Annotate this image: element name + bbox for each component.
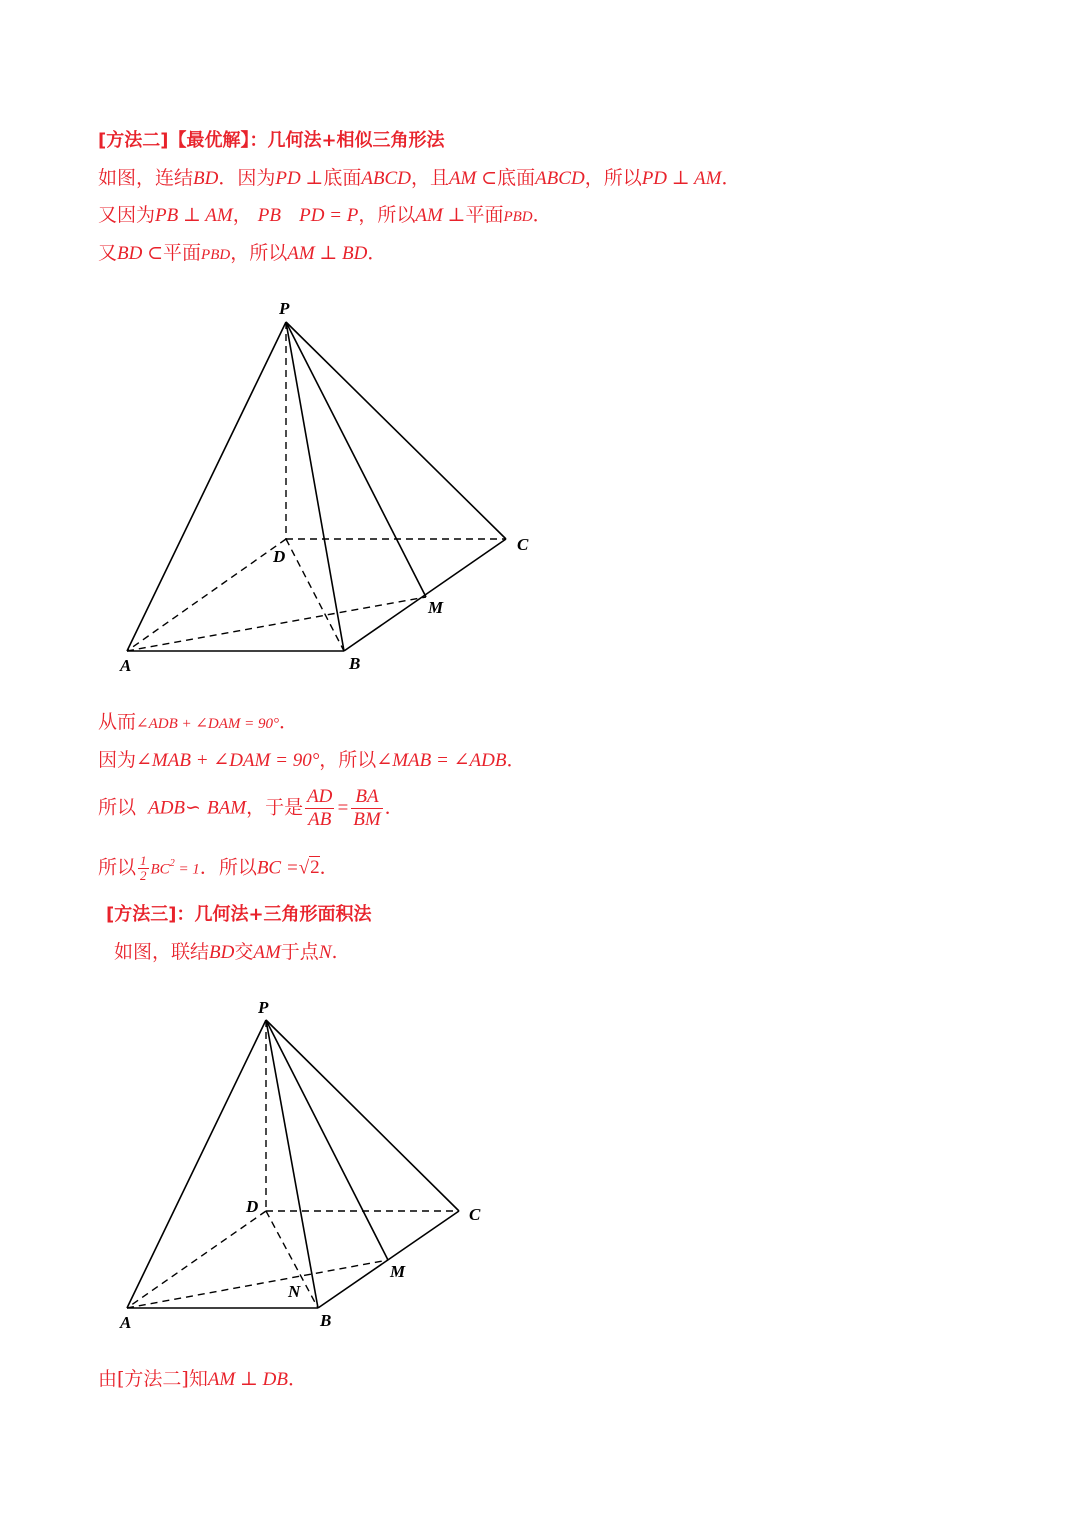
method-3-heading: [方法三]：几何法+三角形面积法	[106, 904, 372, 925]
m2-line-2: 又因为PB ⊥ AM， PB PD = P，所以AM ⊥平面PBD．	[98, 204, 552, 226]
label-a-1: A	[120, 656, 132, 675]
label-p-1: P	[279, 299, 290, 318]
m2-line-3: 又BD ⊂平面PBD，所以AM ⊥ BD．	[98, 242, 387, 264]
label-b-1: B	[349, 654, 361, 673]
label-d-2: D	[246, 1197, 259, 1216]
m2-line-1: 如图，连结BD．因为PD ⊥底面ABCD，且AM ⊂底面ABCD，所以PD ⊥ AM．	[98, 167, 741, 189]
m2-line-7: 所以 $\frac{1}{2}$ $BC^2 = 1$．所以BC =√2．	[98, 852, 339, 883]
m3-line-1: 如图，联结BD交AM于点N.	[114, 941, 338, 963]
label-m-2: M	[390, 1262, 406, 1281]
m2-line-5: 因为∠MAB + ∠DAM = 90°，所以∠MAB = ∠ADB．	[98, 749, 526, 771]
method-2-heading: [方法二]【最优解】：几何法+相似三角形法	[98, 130, 445, 151]
label-d-1: D	[273, 547, 286, 566]
fraction-ad-ab: $\frac{AD}{AB}$	[307, 786, 333, 830]
m2-line-6: 所以 ADB∽ BAM，于是 $\frac{AD}{AB}$ = $\frac{BA}{BM}$ ．	[98, 786, 404, 830]
m3-line-2: 由[方法二]知AM ⊥ DB．	[98, 1368, 307, 1390]
label-p-2: P	[258, 998, 269, 1017]
label-c-1: C	[517, 535, 529, 554]
fraction-ba-bm: $\frac{BA}{BM}$	[353, 786, 381, 830]
label-m-1: M	[428, 598, 444, 617]
label-b-2: B	[320, 1311, 332, 1330]
label-a-2: A	[120, 1313, 132, 1332]
label-c-2: C	[469, 1205, 481, 1224]
fraction-one-half: $\frac{1}{2}$	[140, 852, 147, 883]
m2-line-4: 从而∠ADB + ∠DAM = 90°．	[98, 711, 299, 733]
label-n-2: N	[288, 1282, 301, 1301]
